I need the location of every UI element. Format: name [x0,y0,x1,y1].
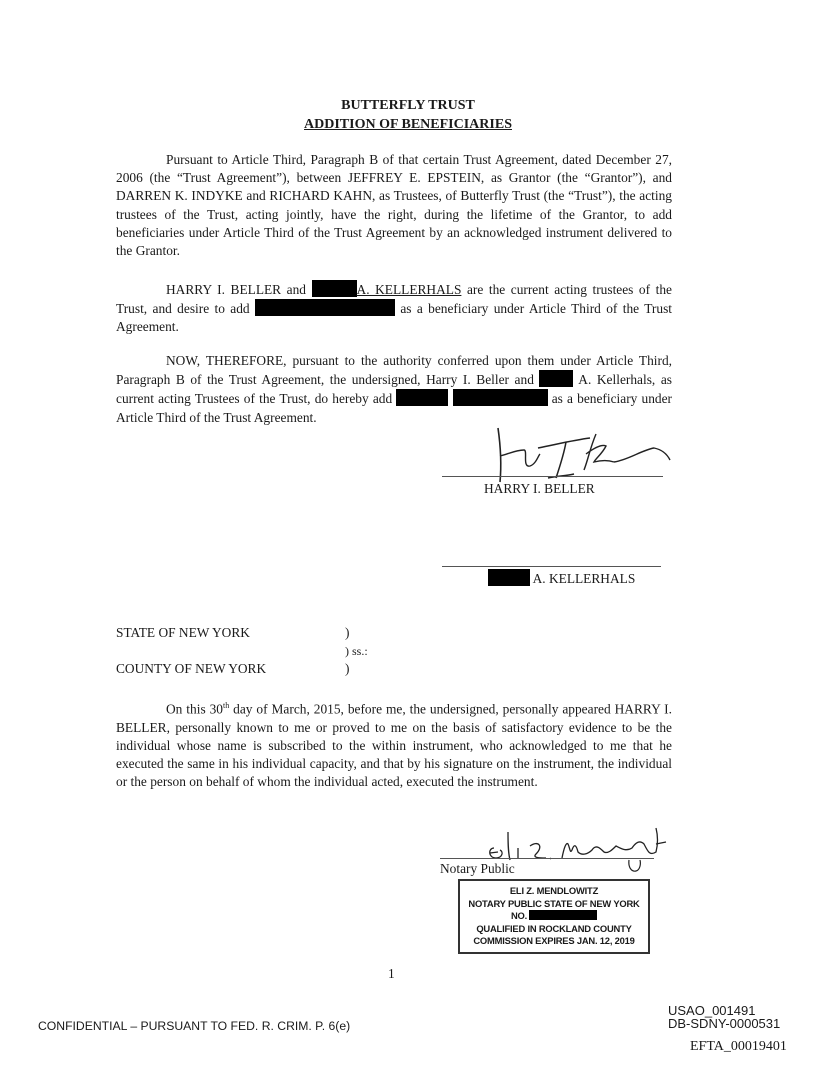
document-title: BUTTERFLY TRUST [341,98,475,113]
redaction-box [488,569,530,586]
redaction-box [255,299,395,316]
confidential-notice: CONFIDENTIAL – PURSUANT TO FED. R. CRIM. P. 6(e) [38,1019,351,1033]
paragraph-acknowledgment: On this 30th day of March, 2015, before me, the undersigned, personally appeared HARRY I. BELLER, personally known to me or proved to me on the basis of satisfactory evidence to be the individual whose name is subscribed to the within instrument, who acknowledged to me that he executed the same in his individual capacity, and that by his signature on the instrument, the individual or the person on behalf of whom the individual acted, executed the instrument. [116,701,672,790]
venue-paren-1: ) [345,625,350,640]
redaction-box [529,910,597,920]
redaction-box [453,389,548,406]
signer-name-beller: HARRY I. BELLER [484,481,595,496]
paragraph-recital: Pursuant to Article Third, Paragraph B of that certain Trust Agreement, dated December 27, 2006 (the “Trust Agreement”), between JEFFREY E. EPSTEIN, as Grantor (the “Grantor”), and DARREN K. INDYKE and RICHARD KAHN, as Trustees, of Butterfly Trust (the “Trust”), the acting trustees of the Trust, acting jointly, have the right, during the lifetime of the Grantor, to add beneficiaries under Article Third of the Trust Agreement by an acknowledged instrument delivered to the Grantor. [116,152,672,259]
signature-flourish-mark [626,858,644,876]
handwritten-signature-beller [478,420,678,488]
page-number: 1 [388,966,395,981]
bates-sdny: DB-SDNY-0000531 [668,1016,781,1031]
paragraph-resolution: NOW, THEREFORE, pursuant to the authority conferred upon them under Article Third, Paragraph B of the Trust Agreement, the undersigned, Harry I. Beller and A. Kellerhals, as current acting Trustees of the Trust, do hereby add as a beneficiary under Article Third of the Trust Agreement. [116,353,672,425]
signature-line [440,858,654,859]
signer-name-kellerhals: A. KELLERHALS [488,569,635,587]
venue-county: COUNTY OF NEW YORK [116,661,267,676]
bates-efta: EFTA_00019401 [690,1039,787,1054]
paragraph-trustees: HARRY I. BELLER and A. KELLERHALS are the current acting trustees of the Trust, and desire to add as a beneficiary under Article Third of the Trust Agreement. [116,282,673,335]
redaction-box [539,370,573,387]
signature-line [442,566,661,567]
bates-usao: USAO_001491 [668,1003,756,1018]
notary-stamp [458,879,650,954]
venue-paren-2: ) [345,661,350,676]
signature-line [442,476,663,477]
stamp-line-county: QUALIFIED IN ROCKLAND COUNTY [476,922,632,934]
redaction-box [396,389,448,406]
redaction-box [312,280,357,297]
stamp-line-number: NO. [460,910,648,923]
notary-label: Notary Public [440,861,515,876]
stamp-line-expiry: COMMISSION EXPIRES JAN. 12, 2019 [473,935,635,947]
document-subtitle: ADDITION OF BENEFICIARIES [304,117,512,132]
stamp-notary-name: ELI Z. MENDLOWITZ [509,885,599,896]
venue-state: STATE OF NEW YORK [116,625,250,640]
venue-ss: ) ss.: [345,644,368,658]
stamp-line-state: NOTARY PUBLIC STATE OF NEW YORK [468,897,640,909]
